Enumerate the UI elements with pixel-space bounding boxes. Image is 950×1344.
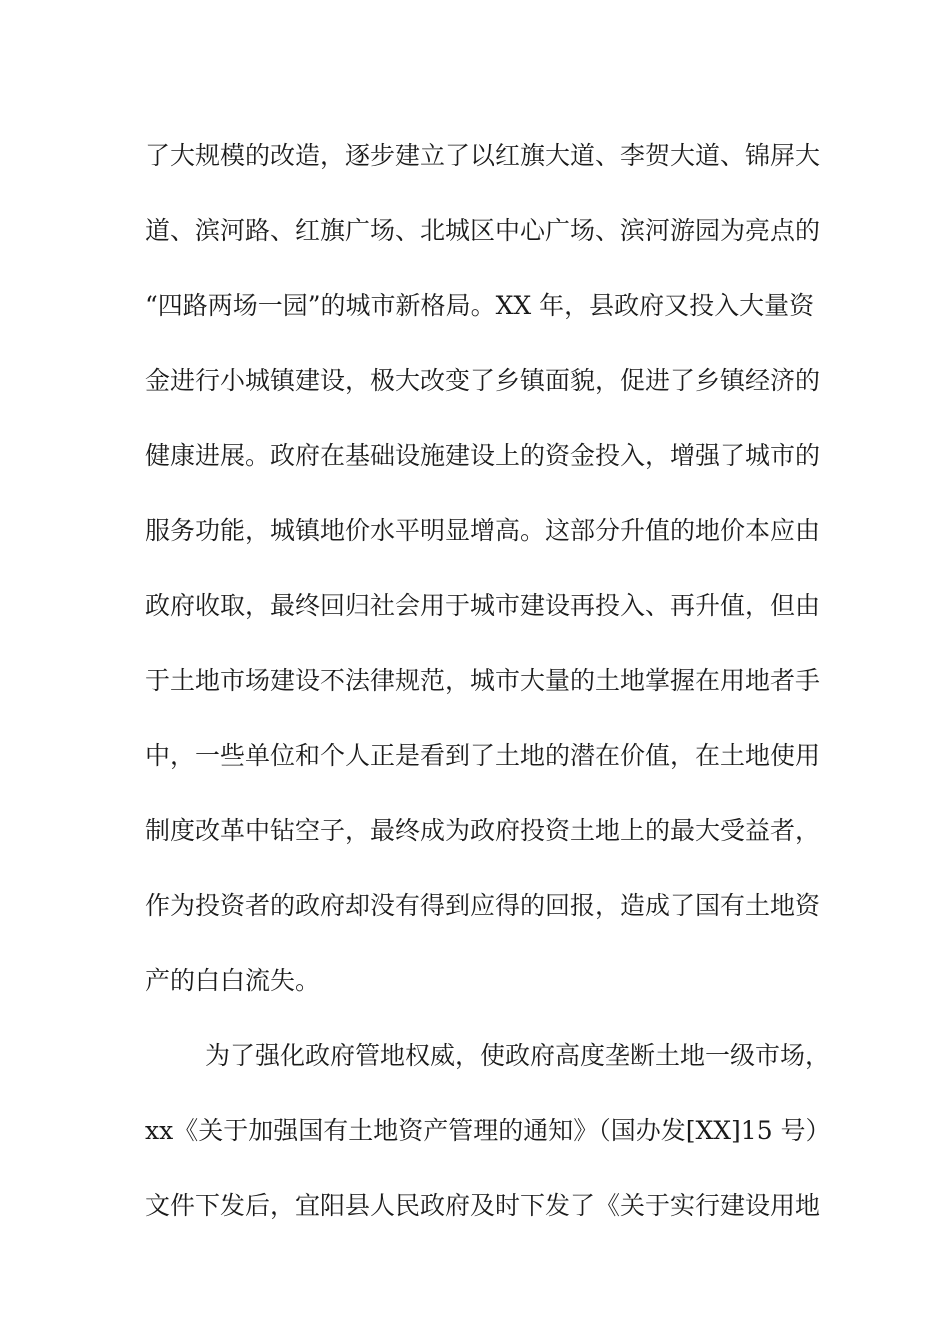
text-line: 了大规模的改造，逐步建立了以红旗大道、李贺大道、锦屏大 bbox=[145, 141, 821, 170]
text-line: 道、滨河路、红旗广场、北城区中心广场、滨河游园为亮点的 bbox=[145, 216, 821, 245]
text-line: 于土地市场建设不法律规范，城市大量的土地掌握在用地者手 bbox=[145, 666, 821, 695]
text-line: 产的白白流失。 bbox=[145, 966, 321, 995]
text-line: xx《关于加强国有土地资产管理的通知》（国办发[XX]15 号） bbox=[145, 1116, 831, 1145]
text-line: 金进行小城镇建设，极大改变了乡镇面貌，促进了乡镇经济的 bbox=[145, 366, 821, 395]
text-line: “四路两场一园”的城市新格局。XX 年，县政府又投入大量资 bbox=[145, 291, 815, 320]
text-line: 健康进展。政府在基础设施建设上的资金投入，增强了城市的 bbox=[145, 441, 821, 470]
paragraph-first-line: 为了强化政府管地权威，使政府高度垄断土地一级市场， bbox=[205, 1041, 831, 1070]
text-line: 制度改革中钻空子，最终成为政府投资土地上的最大受益者， bbox=[145, 816, 821, 845]
text-line: 文件下发后，宜阳县人民政府及时下发了《关于实行建设用地 bbox=[145, 1191, 821, 1220]
text-line: 服务功能，城镇地价水平明显增高。这部分升值的地价本应由 bbox=[145, 516, 821, 545]
text-line: 政府收取，最终回归社会用于城市建设再投入、再升值，但由 bbox=[145, 591, 821, 620]
text-line: 作为投资者的政府却没有得到应得的回报，造成了国有土地资 bbox=[145, 891, 821, 920]
text-line: 中，一些单位和个人正是看到了土地的潜在价值，在土地使用 bbox=[145, 741, 821, 770]
